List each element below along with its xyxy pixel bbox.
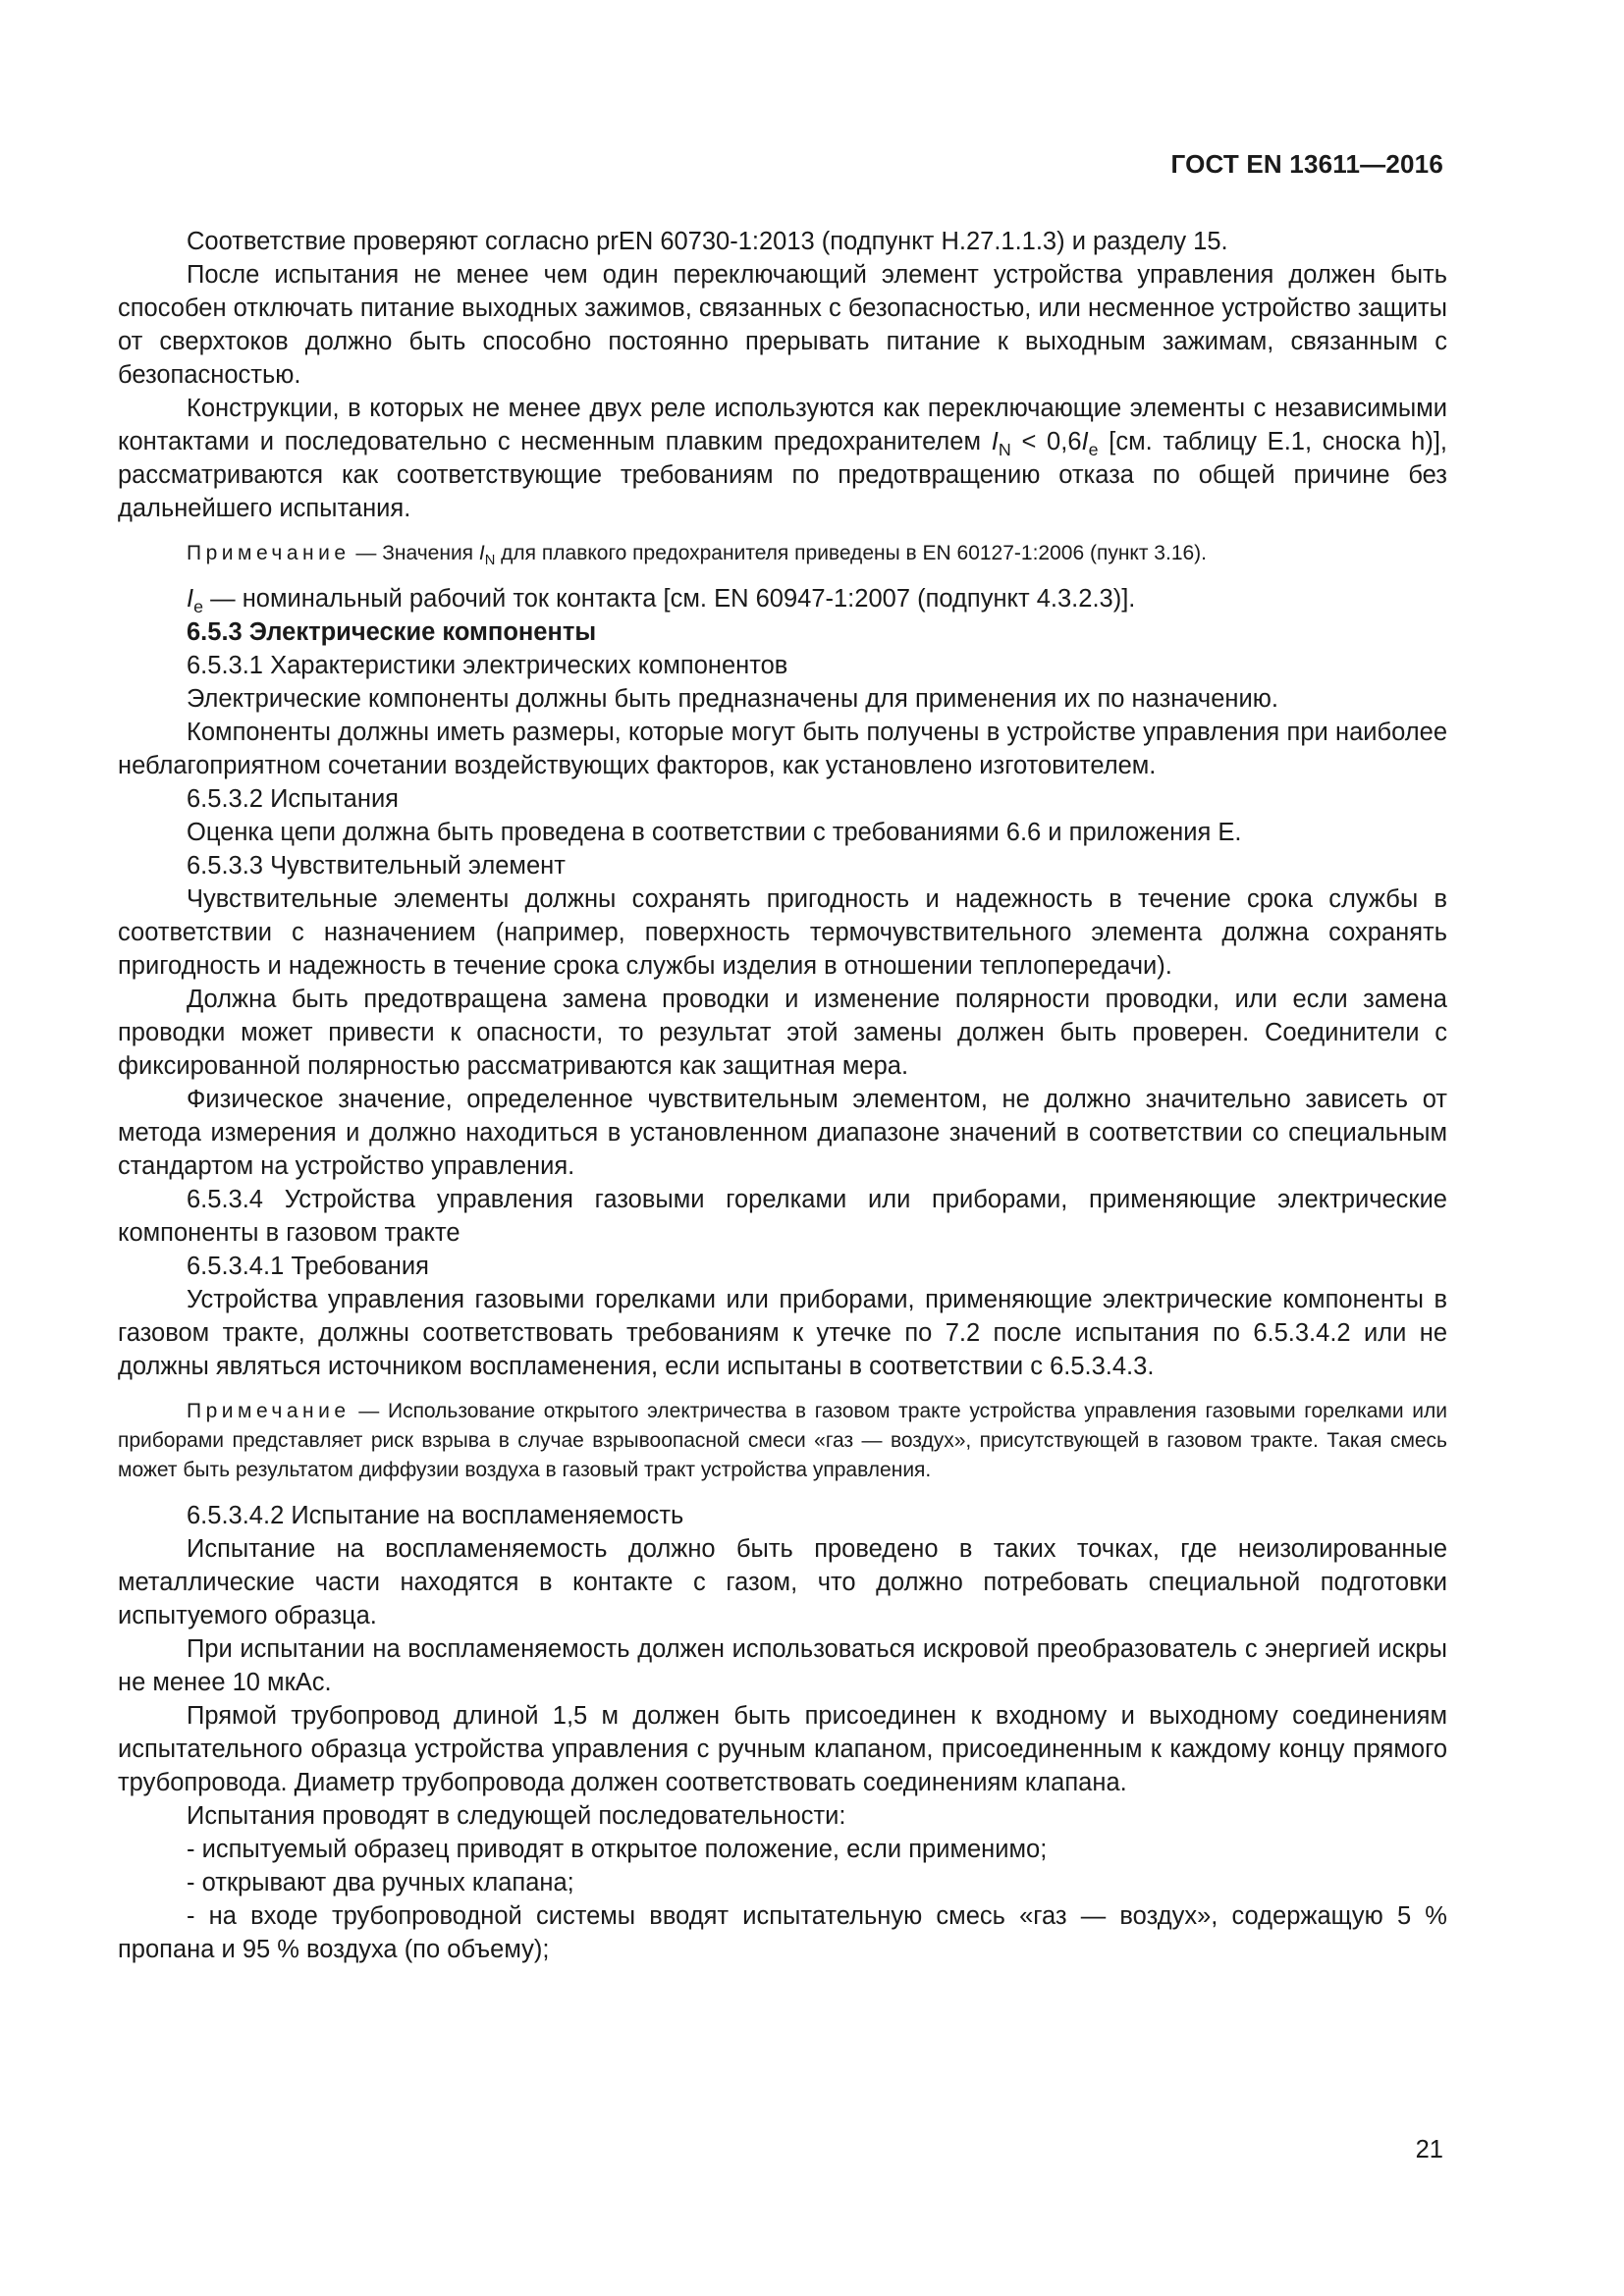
paragraph-after-test: После испытания не менее чем один переключающий элемент устройства управления должен быть способен отключать питание выходных зажимов, связанных с безопасностью, или несменное устройство защиты от сверхтоков должно быть способно постоянно прерывать питание к выходным зажимам, связанным с безопасностью. — [118, 261, 1447, 389]
subsection-6-5-3-4: 6.5.3.4 Устройства управления газовыми горелками или приборами, применяющие электрические компоненты в газовом тракте — [118, 1186, 1447, 1247]
page-content — [118, 225, 1447, 1966]
paragraph-circuit-evaluation: Оценка цепи должна быть проведена в соответствии с требованиями 6.6 и приложения Е. — [187, 819, 1242, 846]
subsection-6-5-3-4-2: 6.5.3.4.2 Испытание на воспламеняемость — [187, 1502, 684, 1529]
text-run: Использование открытого электричества в газовом тракте устройства управления газовыми горелками или приборами представляет риск взрыва в случае взрывоопасной смеси «газ — воздух», присутствующей в газовом тракте. Такая смесь может быть результатом диффузии воздуха в газовый тракт устройства управления. — [118, 1400, 1447, 1481]
subsection-6-5-3-1: 6.5.3.1 Характеристики электрических компонентов — [187, 652, 788, 679]
note-dash: — — [350, 1400, 388, 1422]
note-dash: — — [350, 542, 383, 564]
text-run: < 0,6 — [1010, 428, 1082, 455]
text-run: для плавкого предохранителя приведены в EN 60127-1:2006 (пункт 3.16). — [495, 542, 1208, 564]
note-label: Примечание — [187, 1400, 351, 1422]
list-item-open-valves: - открывают два ручных клапана; — [187, 1869, 574, 1896]
note-label: Примечание — [187, 542, 351, 564]
paragraph-test-sequence: Испытания проводят в следующей последовательности: — [187, 1802, 846, 1830]
paragraph-components-purpose: Электрические компоненты должны быть предназначены для применения их по назначению. — [187, 685, 1278, 713]
paragraph-gas-path-requirements: Устройства управления газовыми горелками или приборами, применяющие электрические компоненты в газовом тракте, должны соответствовать требованиям к утечке по 7.2 после испытания по 6.5.3.4.2 или не должны являться источником воспламенения, если испытаны в соответствии с 6.5.3.4.3. — [118, 1286, 1447, 1380]
list-item-open-sample: - испытуемый образец приводят в открытое положение, если применимо; — [187, 1836, 1048, 1863]
paragraph-wiring-polarity: Должна быть предотвращена замена проводки и изменение полярности проводки, или если замена проводки может привести к опасности, то результат этой замены должен быть проверен. Соединители с фиксированной полярностью рассматриваются как защитная мера. — [118, 986, 1447, 1080]
list-item-gas-mixture: - на входе трубопроводной системы вводят испытательную смесь «газ — воздух», содержащую 5 % пропана и 95 % воздуха (по объему); — [118, 1902, 1447, 1963]
subscript-n: N — [998, 440, 1011, 460]
subscript-e: e — [1088, 440, 1099, 460]
document-code-header: ГОСТ EN 13611—2016 — [1170, 149, 1443, 179]
paragraph-conformity-check: Соответствие проверяют согласно prEN 60730-1:2013 (подпункт H.27.1.1.3) и разделу 15. — [187, 228, 1228, 255]
paragraph-rated-current — [118, 582, 1447, 615]
paragraph-sensing-elements: Чувствительные элементы должны сохранять пригодность и надежность в течение срока службы в соответствии с назначением (например, поверхность термочувствительного элемента должна сохранять пригодность и надежность в течение срока службы изделия в отношении теплопередачи). — [118, 885, 1447, 980]
paragraph-relay-constructions — [118, 392, 1447, 525]
symbol-current: I — [991, 428, 999, 455]
subscript-e: e — [193, 597, 204, 617]
paragraph-components-dimensions: Компоненты должны иметь размеры, которые могут быть получены в устройстве управления при наиболее неблагоприятном сочетании воздействующих факторов, как установлено изготовителем. — [118, 719, 1447, 779]
text-run: Значения — [382, 542, 479, 564]
text-run: Конструкции, в которых не менее двух реле используются как переключающие элементы с независимыми контактами и последовательно с несменным плавким предохранителем — [118, 395, 1447, 455]
subsection-6-5-3-3: 6.5.3.3 Чувствительный элемент — [187, 852, 566, 880]
paragraph-ignition-test-points: Испытание на воспламеняемость должно быть проведено в таких точках, где неизолированные металлические части находятся в контакте с газом, что должно потребовать специальной подготовки испытуемого образца. — [118, 1535, 1447, 1629]
paragraph-straight-pipe: Прямой трубопровод длиной 1,5 м должен быть присоединен к входному и выходному соединениям испытательного образца устройства управления с ручным клапаном, присоединенным к каждому концу прямого трубопровода. Диаметр трубопровода должен соответствовать соединениям клапана. — [118, 1702, 1447, 1796]
paragraph-spark-transducer: При испытании на воспламеняемость должен использоваться искровой преобразователь с энергией искры не менее 10 мкАс. — [118, 1635, 1447, 1696]
subscript-n: N — [484, 553, 496, 569]
symbol-current: I — [1081, 428, 1089, 455]
page-number: 21 — [1415, 2136, 1443, 2163]
subsection-6-5-3-2: 6.5.3.2 Испытания — [187, 785, 399, 813]
note-explosion-risk — [118, 1397, 1447, 1485]
symbol-current: I — [187, 585, 194, 613]
section-heading-6-5-3: 6.5.3 Электрические компоненты — [187, 618, 597, 646]
text-run: [см. таблицу Е.1, сноска h)], рассматриваются как соответствующие требованиям по предотвращению отказа по общей причине без дальнейшего испытания. — [118, 428, 1447, 522]
note-fuse-values — [118, 539, 1447, 568]
symbol-current: I — [478, 542, 485, 564]
subsection-6-5-3-4-1: 6.5.3.4.1 Требования — [187, 1253, 429, 1280]
text-run: — номинальный рабочий ток контакта [см. EN 60947-1:2007 (подпункт 4.3.2.3)]. — [203, 585, 1136, 613]
paragraph-physical-value: Физическое значение, определенное чувствительным элементом, не должно значительно зависеть от метода измерения и должно находиться в установленном диапазоне значений в соответствии со специальным стандартом на устройство управления. — [118, 1086, 1447, 1180]
